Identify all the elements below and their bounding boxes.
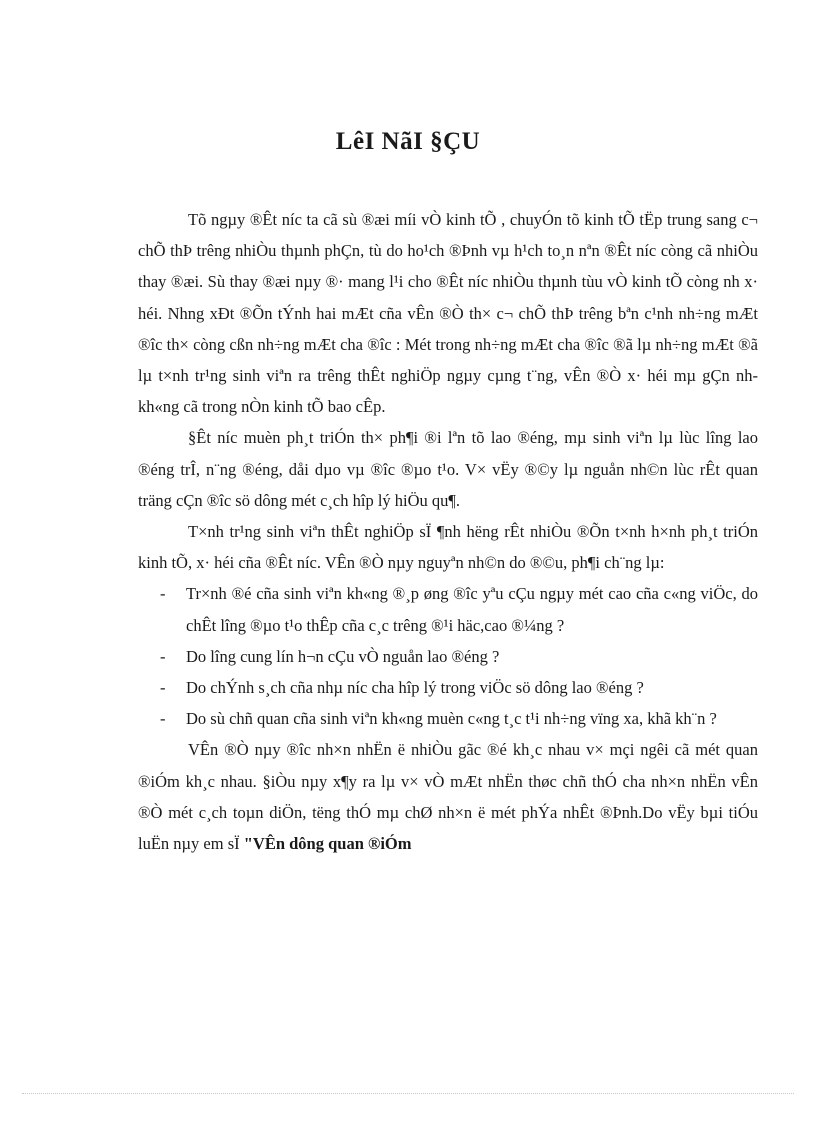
paragraph-closing (138, 734, 758, 859)
paragraph-labor: §Êt níc muèn ph¸t triÓn th× ph¶i ®i lªn tõ lao ®éng, mµ sinh viªn lµ lùc lîng lao ®éng trÎ, n¨ng ®éng, dåi dµo vµ ®îc ®µo t¹o. V× vËy ®©y lµ nguån nh©n lùc rÊt quan träng cÇn ®îc sö dông mét c¸ch hîp lý hiÖu qu¶. (138, 428, 758, 510)
closing-bold-text: "VÊn dông quan ®iÓm (243, 834, 412, 854)
list-item-text: Tr×nh ®é cña sinh viªn kh«ng ®¸p øng ®îc yªu cÇu ngµy mét cao cña c«ng viÖc, do chÊt lîng ®µo t¹o thÊp cña c¸c trêng ®¹i häc,cao ®¼ng ? (186, 584, 758, 635)
list-item (138, 703, 758, 734)
document-body (138, 204, 758, 859)
list-item (138, 578, 758, 640)
bullet-marker: - (160, 678, 166, 698)
list-item-text: Do sù chñ quan cña sinh viªn kh«ng muèn c«ng t¸c t¹i nh÷ng vïng xa, khã kh¨n ? (186, 709, 717, 729)
bullet-marker: - (160, 646, 166, 666)
paragraph-unemployment: T×nh tr¹ng sinh viªn thÊt nghiÖp sÏ ¶nh hëng rÊt nhiÒu ®Õn t×nh h×nh ph¸t triÓn kinh tÕ, x· héi cña ®Êt níc. VÊn ®Ò nµy nguyªn nh©n do ®©u, ph¶i ch¨ng lµ: (138, 522, 758, 573)
list-item (138, 641, 758, 672)
page-title: LêI NãI §ÇU (335, 128, 481, 155)
bullet-marker: - (160, 584, 166, 604)
closing-text: VÊn ®Ò nµy ®îc nh×n nhËn ë nhiÒu gãc ®é kh¸c nhau v× mçi ngêi cã mét quan ®iÓm kh¸c nhau. §iÒu nµy x¶y ra lµ v× vÒ mÆt nhËn thøc chñ thÓ cha nh×n nhËn vÊn ®Ò mét c¸ch toµn diÖn, tëng thÓ mµ chØ nh×n ë mét phÝa nhÊt ®Þnh.Do vËy bµi tiÓu luËn nµy em sÏ (138, 740, 758, 854)
list-item (138, 672, 758, 703)
bullet-marker: - (160, 709, 166, 729)
list-item-text: Do lîng cung lín h¬n cÇu vÒ nguån lao ®éng ? (186, 646, 500, 666)
paragraph-intro: Tõ ngµy ®Êt níc ta cã sù ®æi míi vÒ kinh tÕ , chuyÓn tõ kinh tÕ tËp trung sang c¬ chÕ thÞ trêng nhiÒu thµnh phÇn, tù do ho¹ch ®Þnh vµ h¹ch to¸n nªn ®Êt níc còng cã nhiÒu thay ®æi. Sù thay ®æi nµy ®· mang l¹i cho ®Êt níc nhiÒu thµnh tùu vÒ kinh tÕ còng nh x· héi. Nhng xÐt ®Õn tÝnh hai mÆt cña vÊn ®Ò th× c¬ chÕ thÞ trêng bªn c¹nh nh÷ng mÆt ®îc th× còng cßn nh÷ng mÆt cha ®îc : Mét trong nh÷ng mÆt cha ®îc ®ã lµ nh÷ng mÆt ®ã lµ t×nh tr¹ng sinh viªn ra trêng thÊt nghiÖp ngµy cµng t¨ng, vÊn ®Ò x· héi mµ gÇn nh kh«ng cã trong nÒn kinh tÕ bao cÊp. (138, 210, 758, 417)
page-bottom-divider (22, 1093, 794, 1094)
cause-list (138, 578, 758, 734)
list-item-text: Do chÝnh s¸ch cña nhµ níc cha hîp lý trong viÖc sö dông lao ®éng ? (186, 678, 644, 698)
